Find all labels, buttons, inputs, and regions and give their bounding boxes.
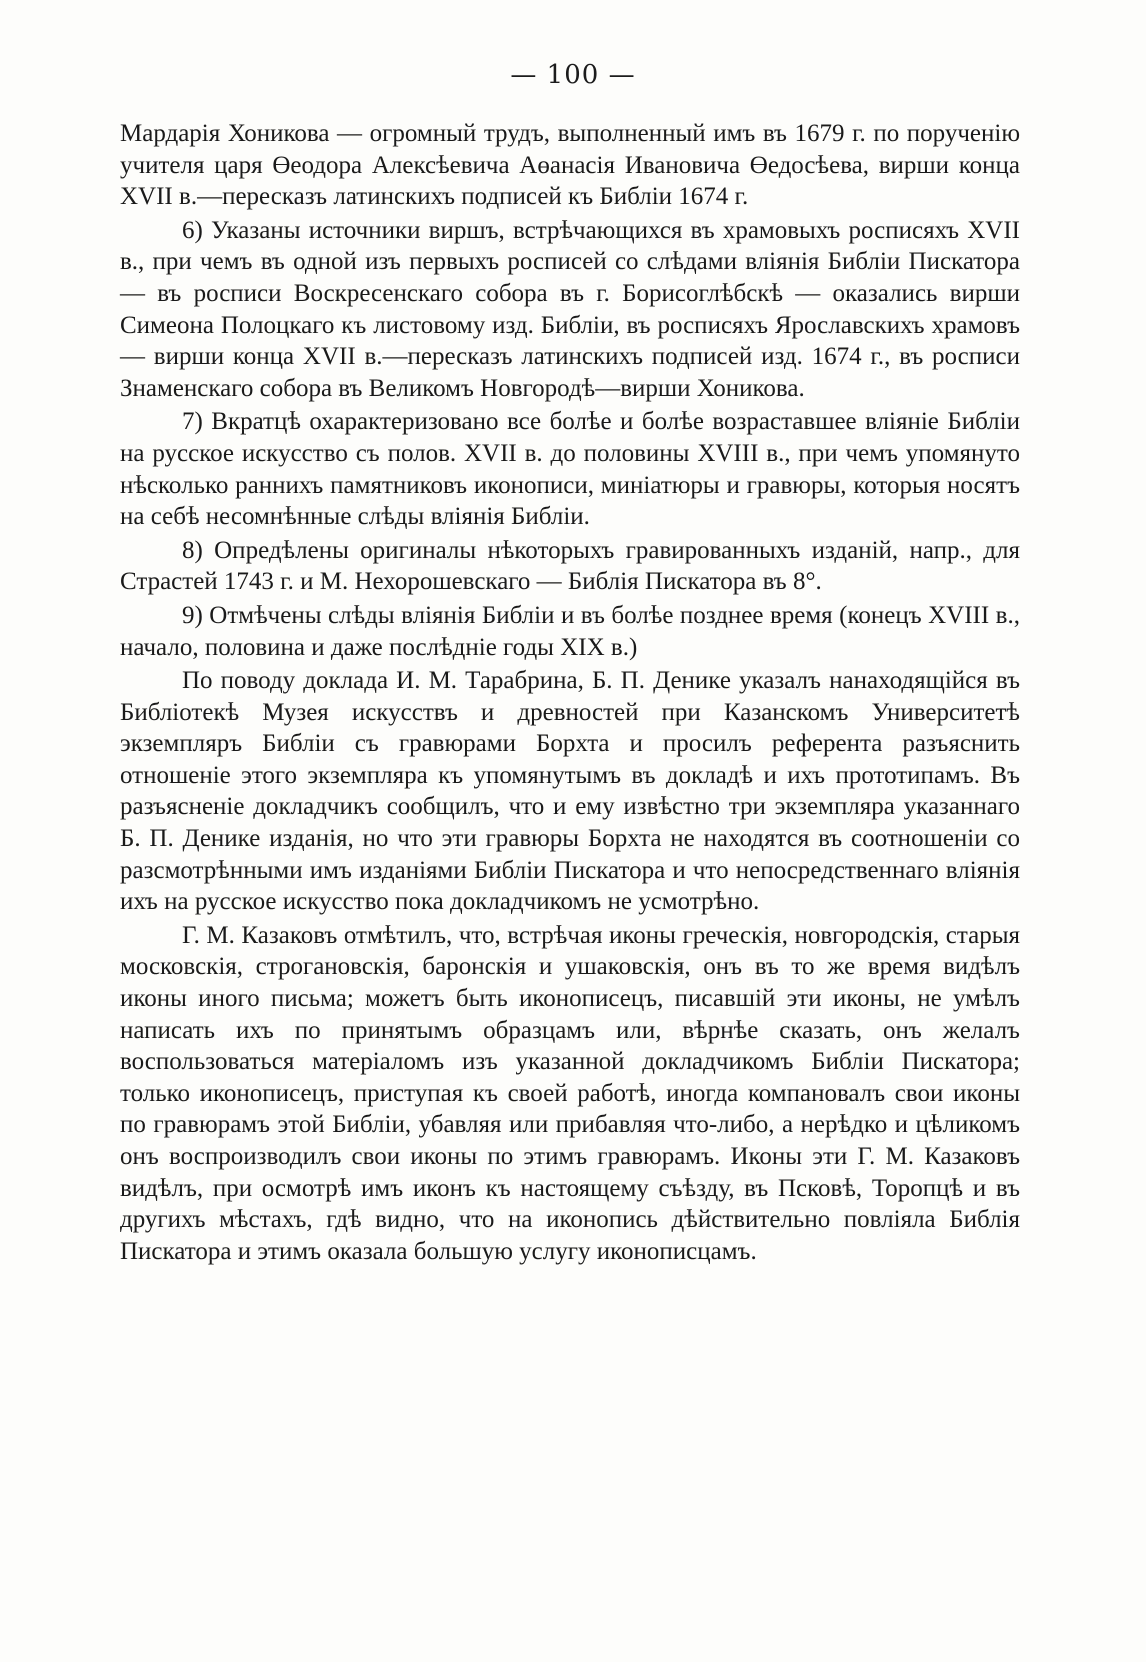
- paragraph-item-9: 9) Отмѣчены слѣды вліянія Библіи и въ болѣе позднее время (конецъ XVIII в., начало, половина и даже послѣдніе годы XIX в.): [120, 601, 1020, 661]
- paragraph-denike-discussion: По поводу доклада И. М. Тарабрина, Б. П. Денике указалъ нанаходящійся въ Библіотекѣ Музея искусствъ и древностей при Казанскомъ Университетѣ экземпляръ Библіи съ гравюрами Борхта и просилъ референта разъяснить отношеніе этого экземпляра къ упомянутымъ въ докладѣ и ихъ прототипамъ. Въ разъясненіе докладчикъ сообщилъ, что и ему извѣстно три экземпляра указаннаго Б. П. Денике изданія, но что эти гравюры Борхта не находятся въ соотношеніи со разсмотрѣнными имъ изданіями Библіи Пискатора и что непосредственнаго вліянія ихъ на русское искусство пока докладчикомъ не усмотрѣно.: [120, 667, 1020, 916]
- paragraph-continuation: Мардарія Хоникова — огромный трудъ, выполненный имъ въ 1679 г. по порученію учителя царя Өеодора Алексѣевича Аөанасія Ивановича Өедосѣева, вирши конца XVII в.—пересказъ латинскихъ подписей къ Библіи 1674 г.: [120, 120, 1020, 211]
- text-body: [120, 118, 1020, 1269]
- paragraph-item-7: 7) Вкратцѣ охарактеризовано все болѣе и болѣе возраставшее вліяніе Библіи на русское искусство съ полов. XVII в. до половины XVIII в., при чемъ упомянуто нѣсколько раннихъ памятниковъ иконописи, миніатюры и гравюры, которыя носятъ на себѣ несомнѣнные слѣды вліянія Библіи.: [120, 408, 1020, 531]
- paragraph-item-6: 6) Указаны источники виршъ, встрѣчающихся въ храмовыхъ росписяхъ XVII в., при чемъ въ одной изъ первыхъ росписей со слѣдами вліянія Библіи Пискатора — въ росписи Воскресенскаго собора въ г. Борисоглѣбскѣ — оказались вирши Симеона Полоцкаго къ листовому изд. Библіи, въ росписяхъ Ярославскихъ храмовъ — вирши конца XVII в.—пересказъ латинскихъ подписей изд. 1674 г., въ росписи Знаменскаго собора въ Великомъ Новгородѣ—вирши Хоникова.: [120, 216, 1020, 402]
- paragraph-item-8: 8) Опредѣлены оригиналы нѣкоторыхъ гравированныхъ изданій, напр., для Страстей 1743 г. и М. Нехорошевскаго — Библія Пискатора въ 8°.: [120, 536, 1020, 596]
- page-number: — 100 —: [510, 60, 636, 90]
- paragraph-kazakov-remark: Г. М. Казаковъ отмѣтилъ, что, встрѣчая иконы греческія, новгородскія, старыя московскія, строгановскія, баронскія и ушаковскія, онъ въ то же время видѣлъ иконы иного письма; можетъ быть иконописецъ, писавшій эти иконы, не умѣлъ написать ихъ по принятымъ образцамъ или, вѣрнѣе сказать, онъ желалъ воспользоваться матеріаломъ изъ указанной докладчикомъ Библіи Пискатора; только иконописецъ, приступая къ своей работѣ, иногда компановалъ свои иконы по гравюрамъ этой Библіи, убавляя или прибавляя что-либо, а нерѣдко и цѣликомъ онъ воспроизводилъ свои иконы по этимъ гравюрамъ. Иконы эти Г. М. Казаковъ видѣлъ, при осмотрѣ имъ иконъ къ настоящему съѣзду, въ Псковѣ, Торопцѣ и въ другихъ мѣстахъ, гдѣ видно, что на иконопись дѣйствительно повліяла Библія Пискатора и этимъ оказала большую услугу иконописцамъ.: [120, 921, 1020, 1265]
